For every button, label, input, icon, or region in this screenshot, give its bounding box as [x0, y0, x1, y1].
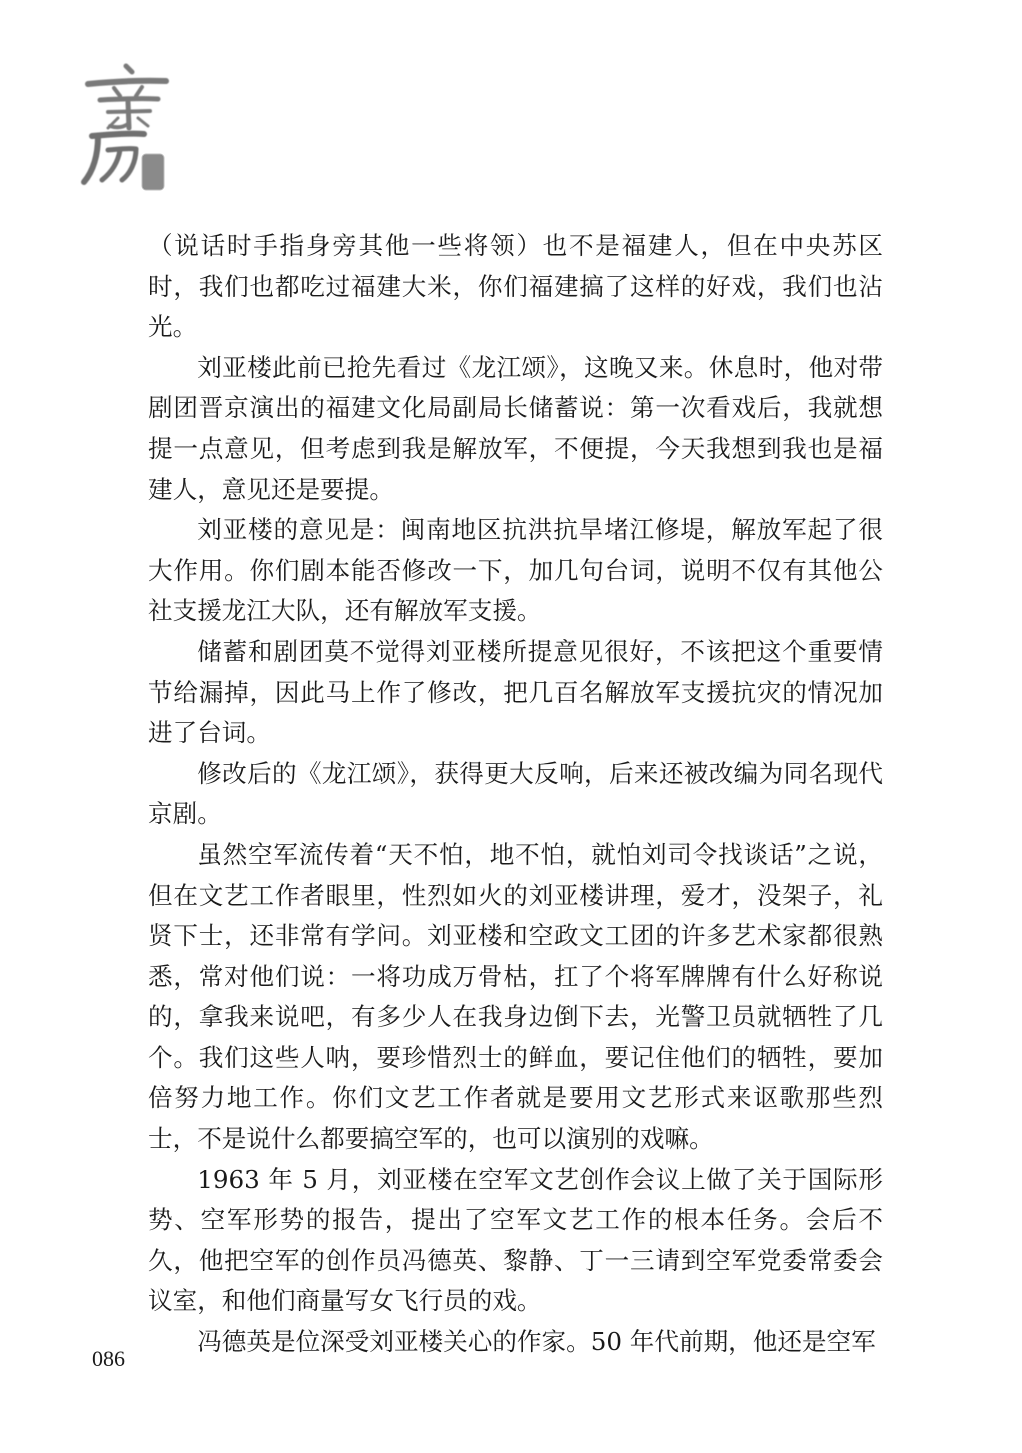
page-number: 086 — [92, 1346, 125, 1371]
calligraphy-logo-icon — [78, 62, 178, 192]
paragraph: （说话时手指身旁其他一些将领）也不是福建人，但在中央苏区时，我们也都吃过福建大米，你们福建搞了这样的好戏，我们也沾光。 — [148, 231, 883, 342]
paragraph: 1963 年 5 月，刘亚楼在空军文艺创作会议上做了关于国际形势、空军形势的报告，提出了空军文艺工作的根本任务。会后不久，他把空军的创作员冯德英、黎静、丁一三请到空军党委常委会议室，和他们商量写女飞行员的戏。 — [148, 1164, 883, 1316]
paragraph: 刘亚楼的意见是：闽南地区抗洪抗旱堵江修堤，解放军起了很大作用。你们剧本能否修改一下，加几句台词，说明不仅有其他公社支援龙江大队，还有解放军支援。 — [148, 515, 883, 626]
book-series-logo — [78, 62, 178, 192]
article-body — [148, 226, 883, 1363]
paragraph: 冯德英是位深受刘亚楼关心的作家。50 年代前期，他还是空军 — [197, 1327, 876, 1357]
volume-seal — [142, 154, 164, 190]
paragraph: 储蓄和剧团莫不觉得刘亚楼所提意见很好，不该把这个重要情节给漏掉，因此马上作了修改，把几百名解放军支援抗灾的情况加进了台词。 — [148, 636, 883, 748]
paragraph: 修改后的《龙江颂》，获得更大反响，后来还被改编为同名现代京剧。 — [148, 758, 883, 829]
paragraph: 虽然空军流传着“天不怕，地不怕，就怕刘司令找谈话”之说，但在文艺工作者眼里，性烈如火的刘亚楼讲理，爱才，没架子，礼贤下士，还非常有学问。刘亚楼和空政文工团的许多艺术家都很熟悉，常对他们说：一将功成万骨枯，扛了个将军牌牌有什么好称说的，拿我来说吧，有多少人在我身边倒下去，光警卫员就牺牲了几个。我们这些人呐，要珍惜烈士的鲜血，要记住他们的牺牲，要加倍努力地工作。你们文艺工作者就是要用文艺形式来讴歌那些烈士，不是说什么都要搞空军的，也可以演别的戏嘛。 — [148, 839, 883, 1154]
paragraph: 刘亚楼此前已抢先看过《龙江颂》，这晚又来。休息时，他对带剧团晋京演出的福建文化局副局长储蓄说：第一次看戏后，我就想提一点意见，但考虑到我是解放军，不便提，今天我想到我也是福建人，意见还是要提。 — [148, 352, 883, 504]
